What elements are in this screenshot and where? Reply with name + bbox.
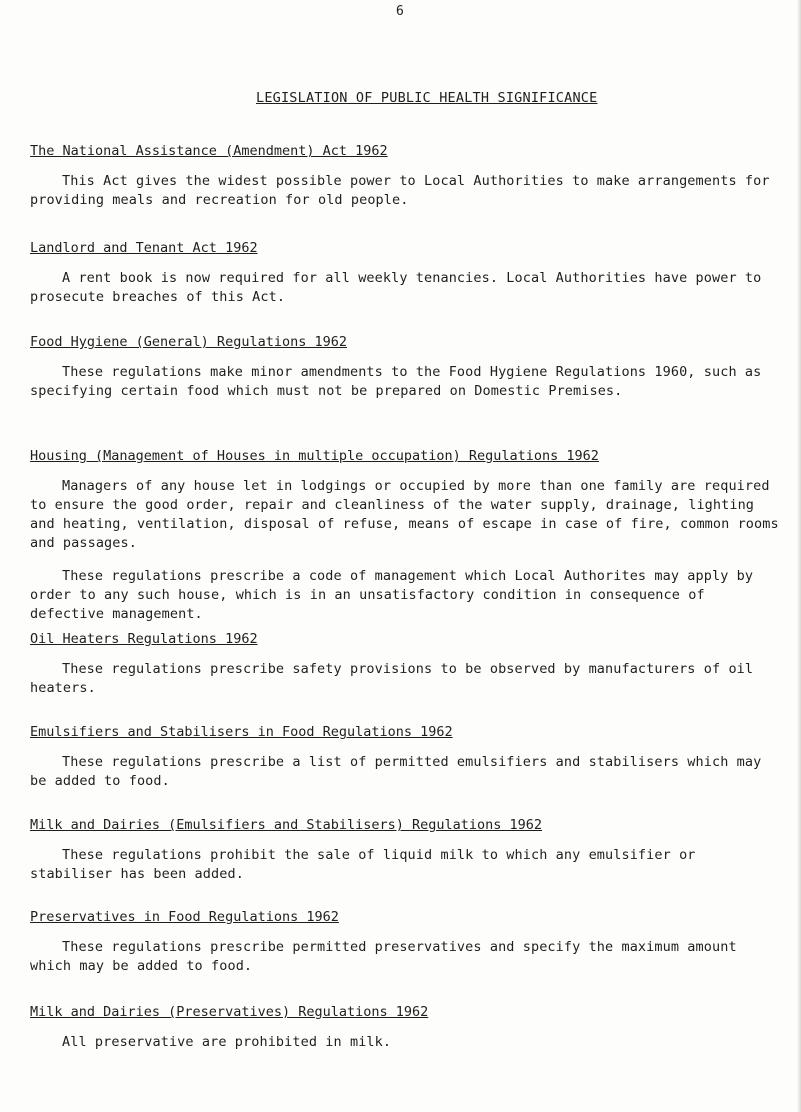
section-landlord-tenant	[30, 240, 781, 307]
section-preservatives-food	[30, 909, 781, 976]
section-paragraph: All preservative are prohibited in milk.	[62, 1034, 392, 1050]
section-heading: The National Assistance (Amendment) Act 1962	[30, 143, 388, 159]
section-heading: Landlord and Tenant Act 1962	[30, 240, 258, 256]
section-emulsifiers-food	[30, 724, 781, 791]
section-paragraph: These regulations prescribe permitted preservatives and specify the maximum amount which may be added to food.	[30, 939, 737, 974]
section-heading: Oil Heaters Regulations 1962	[30, 631, 258, 647]
section-heading: Milk and Dairies (Emulsifiers and Stabilisers) Regulations 1962	[30, 817, 543, 833]
scan-edge-shadow	[797, 0, 801, 1112]
section-food-hygiene	[30, 334, 781, 401]
section-oil-heaters	[30, 631, 781, 698]
section-heading: Housing (Management of Houses in multiple occupation) Regulations 1962	[30, 448, 599, 464]
section-paragraph: These regulations prescribe a code of management which Local Authorites may apply by order to any such house, which is in an unsatisfactory condition in consequence of defective management.	[30, 568, 754, 622]
section-paragraph: These regulations prescribe safety provisions to be observed by manufacturers of oil heaters.	[30, 661, 754, 696]
section-paragraph: Managers of any house let in lodgings or occupied by more than one family are required to ensure the good order, repair and cleanliness of the water supply, drainage, lighting and heating, ventilation, disposal of refuse, means of escape in case of fire, common rooms and passages.	[30, 478, 779, 551]
section-paragraph: These regulations prescribe a list of permitted emulsifiers and stabilisers which may be added to food.	[30, 754, 762, 789]
section-paragraph: These regulations make minor amendments to the Food Hygiene Regulations 1960, such as specifying certain food which must not be prepared on Domestic Premises.	[30, 364, 762, 399]
section-paragraph: These regulations prohibit the sale of liquid milk to which any emulsifier or stabiliser has been added.	[30, 847, 696, 882]
page-title: LEGISLATION OF PUBLIC HEALTH SIGNIFICANCE	[256, 90, 598, 106]
section-milk-emulsifiers	[30, 817, 781, 884]
section-heading: Preservatives in Food Regulations 1962	[30, 909, 339, 925]
section-heading: Emulsifiers and Stabilisers in Food Regulations 1962	[30, 724, 453, 740]
section-paragraph: A rent book is now required for all weekly tenancies. Local Authorities have power to prosecute breaches of this Act.	[30, 270, 762, 305]
section-paragraph: This Act gives the widest possible power to Local Authorities to make arrangements for providing meals and recreation for old people.	[30, 173, 770, 208]
section-heading: Milk and Dairies (Preservatives) Regulations 1962	[30, 1004, 429, 1020]
section-national-assistance	[30, 143, 781, 210]
page-number: 6	[396, 4, 404, 19]
section-heading: Food Hygiene (General) Regulations 1962	[30, 334, 347, 350]
section-housing-management	[30, 448, 781, 624]
section-milk-preservatives	[30, 1004, 781, 1052]
